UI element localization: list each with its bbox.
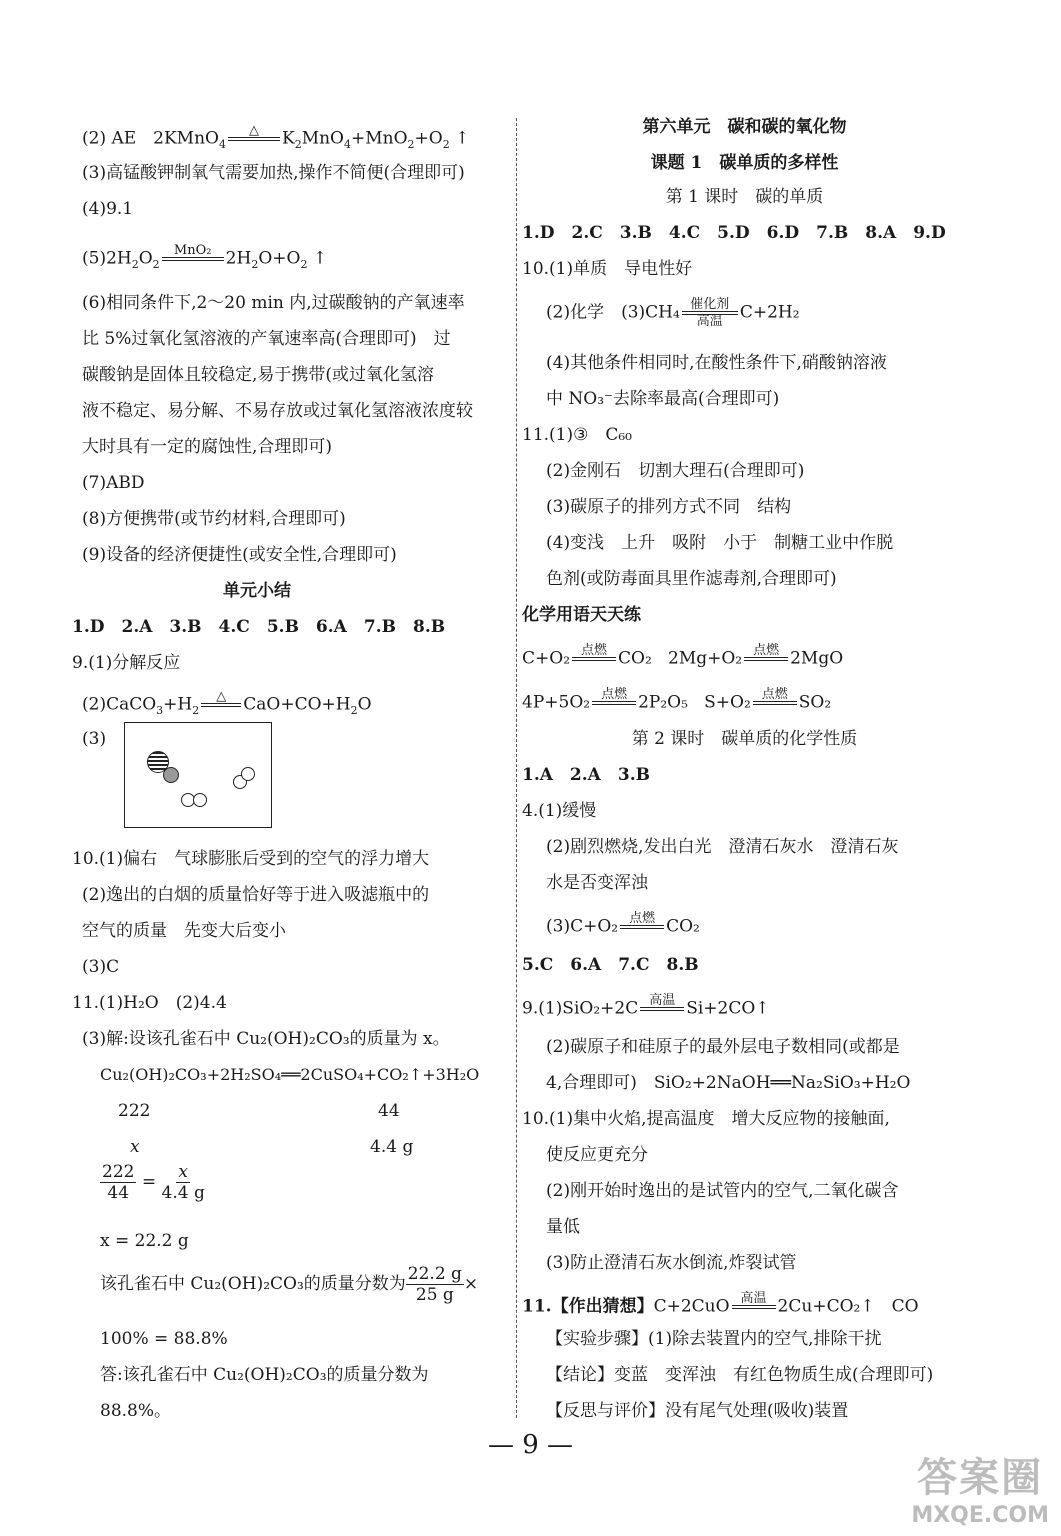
reaction-condition: [682, 298, 738, 328]
hydrogen-atom: [193, 793, 207, 807]
heat-symbol: △: [248, 123, 259, 138]
column-divider: [516, 118, 517, 1418]
answer-row: 1.D 2.C 3.B 4.C 5.D 6.D 7.B 8.A 9.D: [522, 223, 946, 243]
q11-conclusion: 【结论】变蓝 变浑浊 有红色物质生成(合理即可): [546, 1365, 934, 1385]
temperature: 高温: [696, 314, 723, 329]
text: K: [281, 128, 295, 149]
watermark-url: MXQE.COM: [911, 1503, 1049, 1528]
q11-equation: Cu₂(OH)₂CO₃+2H₂SO₄══2CuSO₄+CO₂↑+3H₂O: [100, 1065, 480, 1084]
text: 4P+5O₂: [522, 692, 591, 713]
q10-part1: 10.(1)偏右 气球膨胀后受到的空气的浮力增大: [72, 849, 430, 869]
text: ↑: [312, 248, 328, 269]
percent-line: [100, 1264, 478, 1305]
q10-part3: (3)防止澄清石灰水倒流,炸裂试管: [546, 1253, 797, 1273]
q10-part2b: 空气的质量 先变大后变小: [82, 921, 286, 941]
q10-part4a: (4)其他条件相同时,在酸性条件下,硝酸钠溶液: [546, 353, 887, 373]
ignite: 点燃: [581, 643, 608, 658]
reaction-condition: [753, 688, 797, 718]
text: 9.(1)SiO₂+2C: [522, 998, 639, 1019]
fraction-1: [100, 1162, 136, 1203]
q11-reflection: 【反思与评价】没有尾气处理(吸收)装置: [546, 1401, 849, 1421]
fraction-pct: [406, 1264, 464, 1305]
denominator: 25 g: [415, 1285, 454, 1305]
reaction-condition: [744, 644, 788, 674]
mass-44: 44: [378, 1101, 400, 1121]
unit-title: 第六单元 碳和碳的氧化物: [642, 117, 847, 137]
text: O: [357, 694, 372, 715]
period-title-1: 第 1 课时 碳的单质: [665, 187, 824, 207]
catalyst: 催化剂: [690, 297, 730, 312]
reaction-condition: [732, 1292, 776, 1322]
line-11: (7)ABD: [82, 473, 145, 493]
molecule-diagram: [124, 722, 272, 828]
reaction-condition: [162, 244, 224, 274]
q10-part2a: (2)逸出的白烟的质量恰好等于进入吸滤瓶中的: [82, 885, 430, 905]
line-8: 碳酸钠是固体且较稳定,易于携带(或过氧化氢溶: [82, 365, 435, 385]
denominator: 44: [107, 1183, 130, 1203]
q4-part1: 4.(1)缓慢: [522, 801, 597, 821]
section-title-summary: 单元小结: [223, 581, 291, 601]
text: +H: [163, 694, 193, 715]
heat-symbol: △: [216, 689, 227, 704]
line-4: (4)9.1: [82, 199, 134, 219]
reaction-condition: [592, 688, 636, 718]
q11-hypothesis: [522, 1292, 919, 1322]
text: 2Mg+O₂: [668, 648, 743, 669]
text: 2Cu+CO₂↑ CO: [777, 1296, 919, 1317]
x-result: x = 22.2 g: [100, 1231, 189, 1251]
text: ×: [463, 1274, 479, 1294]
q10-part1a: 10.(1)集中火焰,提高温度 增大反应物的接触面,: [522, 1109, 890, 1129]
text: CaO+CO+H: [243, 694, 351, 715]
q11-part4a: (4)变浅 上升 吸附 小于 制糖工业中作脱: [546, 533, 894, 553]
line-6: (6)相同条件下,2～20 min 内,过碳酸钠的产氧速率: [82, 293, 465, 313]
reaction-condition: [572, 644, 616, 674]
text: 该孔雀石中 Cu₂(OH)₂CO₃的质量分数为: [100, 1274, 406, 1294]
text: SO₂: [798, 692, 832, 713]
line-7: 比 5%过氧化氢溶液的产氧速率高(合理即可) 过: [82, 329, 451, 349]
q10-part3: (3)C: [82, 957, 120, 977]
daily-eq-row2: [522, 688, 831, 718]
q9-part2: $(2)CaCO_3+H_2$ △ $CaO+CO+H_2O$: [82, 690, 372, 724]
page-number: — 9 —: [487, 1430, 574, 1460]
text: +O: [414, 128, 443, 149]
q4-part3: [546, 912, 700, 942]
ignite: 点燃: [753, 643, 780, 658]
text: C+O₂: [522, 648, 571, 669]
answer-row: 5.C 6.A 7.C 8.B: [522, 955, 699, 975]
q10-part1: 10.(1)单质 导电性好: [522, 259, 693, 279]
text: (2)CaCO: [82, 694, 157, 715]
fraction-2: [162, 1162, 205, 1203]
reaction-condition: [640, 994, 684, 1024]
line-9: 液不稳定、易分解、不易存放或过氧化氢溶液浓度较: [82, 401, 473, 421]
line-5-h2o2: $(5)2H_2O_2$ MnO₂ $2H_2O+O_2$ ↑: [82, 244, 327, 278]
q11-part3: (3)解:设该孔雀石中 Cu₂(OH)₂CO₃的质量为 x。: [82, 1029, 450, 1049]
ignite: 点燃: [629, 911, 656, 926]
answer-line-a: 答:该孔雀石中 Cu₂(OH)₂CO₃的质量分数为: [100, 1365, 429, 1385]
q11-part4b: 色剂(或防毒面具里作滤毒剂,合理即可): [546, 569, 837, 589]
lesson-title: 课题 1 碳单质的多样性: [650, 153, 839, 173]
watermark-text: 答案圈: [917, 1455, 1044, 1501]
q11-part1: 11.(1)H₂O (2)4.4: [72, 993, 227, 1013]
q9-part2b: 4,合理即可) SiO₂+2NaOH══Na₂SiO₃+H₂O: [546, 1073, 911, 1093]
denominator: 4.4 g: [161, 1183, 205, 1203]
text: 2P₂O₅: [638, 692, 688, 713]
daily-eq-row1: [522, 644, 843, 674]
q11-part1: 11.(1)③ C₆₀: [522, 425, 632, 445]
text: (2) AE 2KMnO: [82, 128, 219, 149]
text: 2MgO: [790, 648, 844, 669]
text: CO₂: [666, 916, 700, 937]
mass-222: 222: [118, 1101, 151, 1121]
ignite: 点燃: [761, 687, 788, 702]
q10-part2b: 量低: [546, 1217, 580, 1237]
q9-part1: 9.(1)分解反应: [72, 653, 181, 673]
q11-part3: (3)碳原子的排列方式不同 结构: [546, 497, 792, 517]
daily-practice-title: 化学用语天天练: [522, 605, 641, 625]
q11-part2: (2)金刚石 切割大理石(合理即可): [546, 461, 805, 481]
answer-row: 1.A 2.A 3.B: [522, 765, 650, 785]
q11-steps: 【实验步骤】(1)除去装置内的空气,排除干扰: [546, 1329, 882, 1349]
reaction-condition: [620, 912, 664, 942]
line-2-kmno4: (2) AE 2KMnO$_4$ △ $K_2MnO_4+MnO_2+O_2$ ↑: [82, 124, 469, 158]
text: Si+2CO↑: [686, 998, 770, 1019]
answer-row: 1.D 2.A 3.B 4.C 5.B 6.A 7.B 8.B: [72, 617, 446, 637]
reaction-condition: [228, 124, 280, 154]
mass-4-4g: 4.4 g: [370, 1137, 414, 1157]
catalyst: MnO₂: [173, 243, 212, 258]
q9-part3: (3): [82, 729, 107, 749]
text: (3)C+O₂: [546, 916, 619, 937]
answer-line-b: 88.8%。: [100, 1401, 172, 1421]
q10-part2a: (2)刚开始时逸出的是试管内的空气,二氧化碳含: [546, 1181, 899, 1201]
text: (5)2H: [82, 248, 132, 269]
hydrogen-atom: [241, 767, 255, 781]
q10-part4b: 中 NO₃⁻去除率最高(合理即可): [546, 389, 780, 409]
q4-part2b: 水是否变浑浊: [546, 873, 648, 893]
q4-part2a: (2)剧烈燃烧,发出白光 澄清石灰水 澄清石灰: [546, 837, 899, 857]
unknown-x: x: [130, 1137, 140, 1157]
line-13: (9)设备的经济便捷性(或安全性,合理即可): [82, 545, 397, 565]
line-12: (8)方便携带(或节约材料,合理即可): [82, 509, 346, 529]
q10-part1b: 使反应更充分: [546, 1145, 648, 1165]
line-3: (3)高锰酸钾制氧气需要加热,操作不简便(合理即可): [82, 163, 465, 183]
watermark-logo: [911, 1446, 1049, 1528]
proportion: $\frac{222}{44}$ = $\frac{x}{4.4 g}$: [102, 1162, 205, 1203]
text: MnO: [301, 128, 344, 149]
temperature: 高温: [649, 993, 676, 1008]
text: CO₂: [618, 648, 652, 669]
percent-result: 100% = 88.8%: [100, 1329, 228, 1349]
q9-part1: [522, 994, 770, 1024]
oxygen-atom: [163, 767, 179, 783]
ignite: 点燃: [601, 687, 628, 702]
period-title-2: 第 2 课时 碳单质的化学性质: [631, 729, 858, 749]
numerator: 222: [102, 1162, 135, 1182]
line-10: 大时具有一定的腐蚀性,合理即可): [82, 437, 333, 457]
q10-part2: [546, 298, 800, 328]
q9-part2a: (2)碳原子和硅原子的最外层电子数相同(或都是: [546, 1037, 900, 1057]
numerator: x: [178, 1162, 188, 1182]
label: 11.【作出猜想】: [522, 1296, 654, 1317]
text: ↑: [455, 128, 470, 149]
text: S+O₂: [704, 692, 751, 713]
text: 2H: [225, 248, 252, 269]
text: (2)化学 (3)CH₄: [546, 302, 680, 323]
text: O+O: [258, 248, 301, 269]
text: C+2H₂: [739, 302, 800, 323]
text: C+2CuO: [653, 1296, 730, 1317]
reaction-condition: [201, 690, 241, 720]
text: +MnO: [350, 128, 408, 149]
numerator: 22.2 g: [407, 1264, 462, 1284]
temperature: 高温: [740, 1291, 767, 1306]
text: O: [138, 248, 153, 269]
